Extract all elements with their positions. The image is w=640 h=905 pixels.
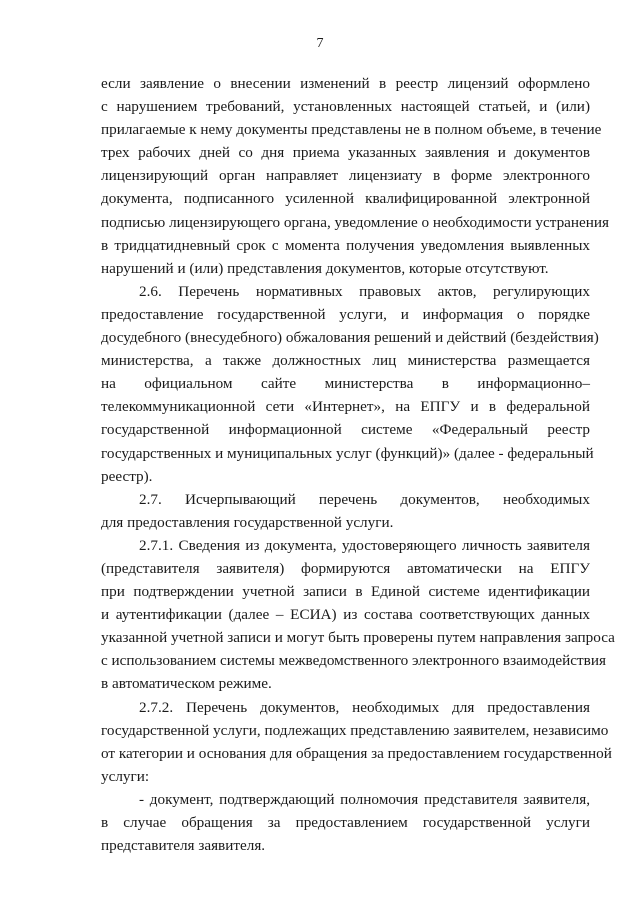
text-line: (представителя заявителя) формируются автоматически на ЕПГУ bbox=[101, 559, 590, 577]
text-line: 2.7. Исчерпывающий перечень документов, необходимых bbox=[139, 490, 590, 508]
text-line: с использованием системы межведомственного электронного взаимодействия bbox=[101, 652, 606, 670]
text-line: телекоммуникационной сети «Интернет», на ЕПГУ и в федеральной bbox=[101, 398, 590, 416]
text-line: лицензирующий орган направляет лицензиату в форме электронного bbox=[101, 167, 590, 185]
text-line: прилагаемые к нему документы представлены не в полном объеме, в течение bbox=[101, 121, 602, 139]
text-line: министерства, а также должностных лиц министерства размещается bbox=[101, 352, 590, 370]
text-line: и аутентификации (далее – ЕСИА) из состава соответствующих данных bbox=[101, 606, 590, 624]
text-line: реестр). bbox=[101, 467, 153, 485]
text-line: - документ, подтверждающий полномочия представителя заявителя, bbox=[139, 790, 590, 808]
text-line: представителя заявителя. bbox=[101, 837, 266, 855]
text-line: трех рабочих дней со дня приема указанных заявления и документов bbox=[101, 144, 590, 162]
text-line: услуги: bbox=[101, 767, 150, 785]
text-line: в случае обращения за предоставлением государственной услуги bbox=[101, 814, 590, 831]
text-line: в тридцатидневный срок с момента получения уведомления выявленных bbox=[101, 236, 590, 254]
text-line: государственной информационной системе «Федеральный реестр bbox=[101, 421, 590, 439]
text-line: нарушений и (или) представления документов, которые отсутствуют. bbox=[101, 259, 549, 277]
text-line: 2.6. Перечень нормативных правовых актов, регулирующих bbox=[139, 282, 590, 300]
text-line: предоставление государственной услуги, и информация о порядке bbox=[101, 305, 590, 323]
text-line: если заявление о внесении изменений в реестр лицензий оформлено bbox=[101, 75, 590, 92]
text-line: в автоматическом режиме. bbox=[101, 675, 272, 693]
text-line: подписью лицензирующего органа, уведомление о необходимости устранения bbox=[101, 213, 610, 231]
text-line: для предоставления государственной услуги. bbox=[101, 513, 394, 531]
text-line: 2.7.2. Перечень документов, необходимых для предоставления bbox=[139, 698, 590, 716]
text-line: на официальном сайте министерства в информационно– bbox=[101, 375, 590, 393]
text-line: государственных и муниципальных услуг (функций)» (далее - федеральный bbox=[101, 444, 594, 462]
document-body bbox=[101, 72, 615, 857]
text-line: документа, подписанного усиленной квалифицированной электронной bbox=[101, 190, 590, 208]
text-line: с нарушением требований, установленных настоящей статьей, и (или) bbox=[101, 98, 590, 116]
text-line: от категории и основания для обращения за предоставлением государственной bbox=[101, 744, 612, 762]
text-line: при подтверждении учетной записи в Единой системе идентификации bbox=[101, 583, 590, 601]
text-line: 2.7.1. Сведения из документа, удостоверяющего личность заявителя bbox=[139, 536, 590, 554]
text-line: государственной услуги, подлежащих представлению заявителем, независимо bbox=[101, 721, 609, 739]
page-number: 7 bbox=[316, 36, 324, 51]
text-line: досудебного (внесудебного) обжалования решений и действий (бездействия) bbox=[101, 329, 599, 347]
text-line: указанной учетной записи и могут быть проверены путем направления запроса bbox=[101, 629, 615, 647]
